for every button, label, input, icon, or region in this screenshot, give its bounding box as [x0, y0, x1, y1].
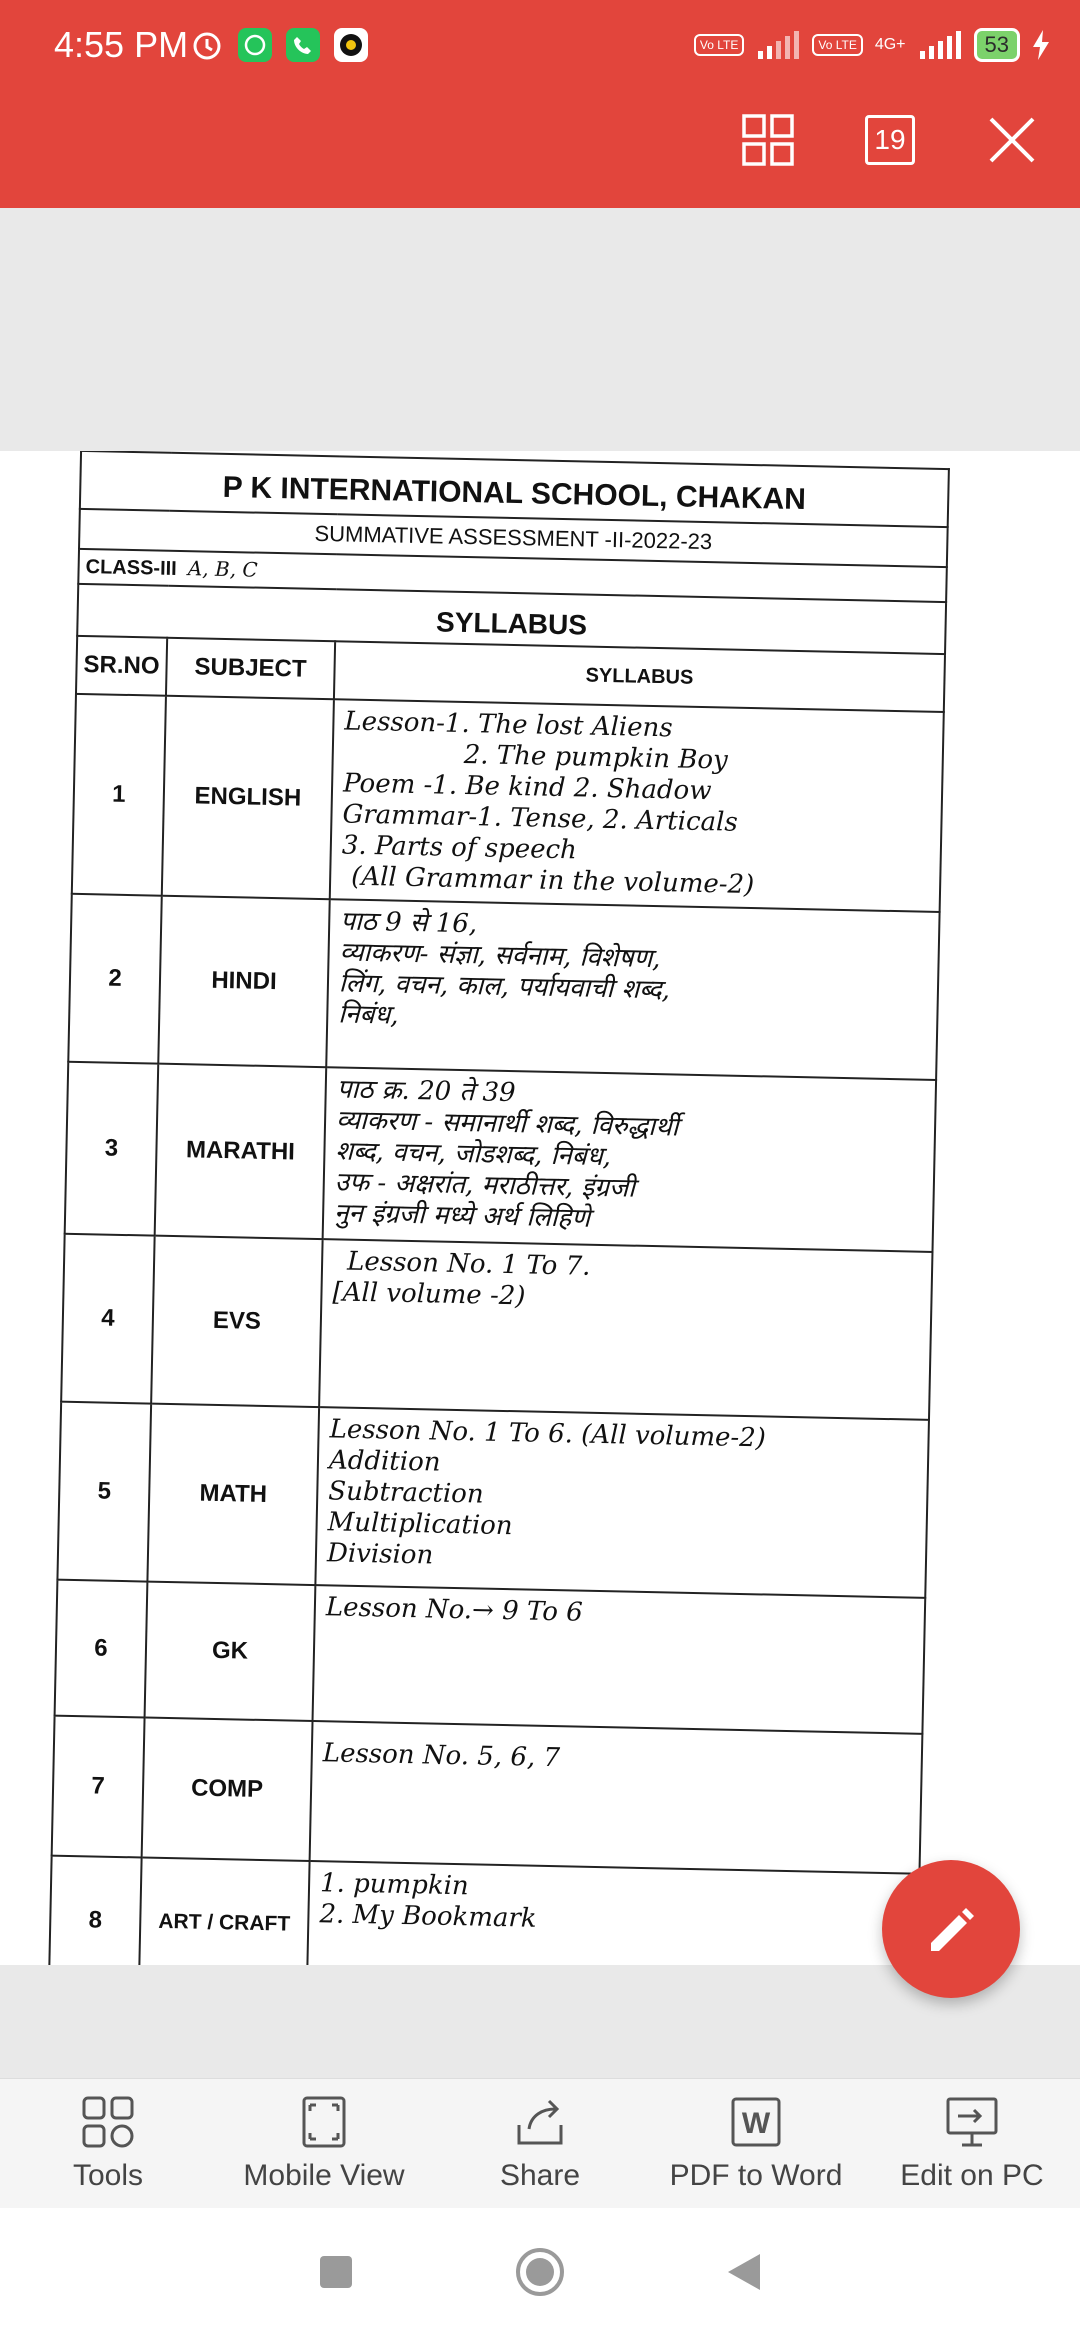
close-button[interactable]: [984, 112, 1040, 168]
pencil-icon: [921, 1899, 981, 1959]
syllabus-line: Lesson-1. The lost Aliens: [344, 706, 673, 744]
syllabus-line: नुन इंग्रजी मध्ये अर्थ लिहिणे: [333, 1198, 591, 1234]
row-number: 1: [72, 694, 166, 896]
row-syllabus: [323, 1067, 936, 1252]
row-subject: GK: [145, 1582, 316, 1721]
syllabus-line: [All volume -2): [332, 1277, 526, 1312]
system-nav-bar: [0, 2208, 1080, 2340]
syllabus-line: Lesson No. 1 To 6. (All volume-2): [329, 1414, 767, 1454]
syllabus-line: Lesson No. 1 To 7.: [346, 1246, 591, 1282]
header-syllabus: SYLLABUS: [334, 641, 945, 712]
grid-icon: [742, 114, 794, 166]
volte-badge: Vo LTE: [694, 34, 744, 56]
home-button[interactable]: [514, 2246, 566, 2303]
mobile-view-icon: [300, 2095, 348, 2149]
row-number: 7: [52, 1716, 145, 1858]
syllabus-line: 2. My Bookmark: [319, 1899, 537, 1934]
class-value: A, B, C: [187, 556, 259, 582]
tools-button[interactable]: [0, 2079, 216, 2208]
document-viewer[interactable]: [0, 451, 1080, 1965]
pdf-to-word-label: PDF to Word: [669, 2158, 843, 2192]
svg-text:W: W: [741, 2106, 771, 2140]
page-count: 19: [865, 115, 915, 165]
syllabus-line: पाठ 9 से 16,: [339, 906, 478, 940]
row-number: 5: [57, 1402, 151, 1582]
table-row: [61, 1234, 932, 1420]
syllabus-line: Division: [326, 1538, 434, 1571]
tools-label: Tools: [72, 2158, 144, 2192]
syllabus-line: Poem -1. Be kind 2. Shadow: [342, 768, 712, 807]
table-row: [49, 1856, 919, 1965]
row-syllabus: [319, 1239, 932, 1420]
row-number: 8: [49, 1856, 142, 1965]
syllabus-line: Subtraction: [328, 1476, 484, 1510]
class-label: CLASS-III: [85, 556, 177, 580]
table-row: [57, 1402, 929, 1598]
share-icon: [513, 2095, 567, 2149]
syllabus-line: पाठ क्र. 20 ते 39: [336, 1074, 516, 1109]
bottom-toolbar: [0, 2078, 1080, 2208]
assessment-title: SUMMATIVE ASSESSMENT -II-2022-23: [79, 509, 948, 567]
mobile-view-label: Mobile View: [243, 2158, 405, 2192]
syllabus-table: [48, 451, 950, 1965]
header-srno: SR.NO: [76, 636, 167, 696]
row-number: 2: [68, 894, 161, 1064]
phone-call-icon: [286, 28, 320, 62]
battery-indicator: 53: [974, 28, 1020, 62]
row-syllabus: [315, 1407, 929, 1598]
row-subject: MATH: [147, 1404, 319, 1585]
edit-on-pc-label: Edit on PC: [900, 2158, 1044, 2192]
whatsapp-icon: [238, 28, 272, 62]
row-number: 6: [55, 1580, 148, 1718]
status-time: 4:55 PM: [54, 24, 189, 65]
signal-icon-2: [918, 31, 962, 59]
status-right: [694, 28, 1050, 62]
pdf-to-word-button[interactable]: [648, 2079, 864, 2208]
row-subject: EVS: [151, 1236, 322, 1407]
syllabus-line: 3. Parts of speech: [341, 830, 578, 866]
row-subject: COMP: [142, 1718, 313, 1861]
share-button[interactable]: [432, 2079, 648, 2208]
syllabus-line: Addition: [328, 1445, 441, 1478]
recents-icon: [318, 2254, 354, 2290]
row-syllabus: [313, 1585, 926, 1734]
pdf-to-word-icon: [729, 2095, 783, 2149]
table-row: [55, 1580, 926, 1734]
recents-button[interactable]: [318, 2254, 354, 2295]
row-syllabus: [310, 1721, 923, 1874]
syllabus-line: निबंध,: [338, 999, 399, 1031]
alarm-icon: [190, 28, 224, 62]
edit-on-pc-icon: [944, 2095, 1000, 2149]
table-row: [68, 894, 939, 1080]
edit-fab-button[interactable]: [882, 1860, 1020, 1998]
row-number: 4: [61, 1234, 154, 1404]
top-bar: [0, 0, 1080, 208]
share-label: Share: [499, 2158, 581, 2192]
row-syllabus: [326, 899, 939, 1080]
syllabus-line: उफ - अक्षरांत, मराठीत्तर, इंग्रजी: [334, 1167, 636, 1204]
syllabus-heading: SYLLABUS: [77, 584, 946, 654]
charging-icon: [1032, 30, 1050, 60]
network-type: 4G+: [874, 36, 906, 53]
syllabus-line: व्याकरण- संज्ञा, सर्वनाम, विशेषण,: [339, 937, 661, 975]
syllabus-line: 2. The pumpkin Boy: [463, 739, 729, 776]
edit-on-pc-button[interactable]: [864, 2079, 1080, 2208]
volte-badge-2: Vo LTE: [812, 34, 862, 56]
syllabus-line: Multiplication: [327, 1507, 513, 1542]
syllabus-line: 1. pumpkin: [319, 1868, 469, 1902]
header-subject: SUBJECT: [166, 638, 335, 700]
close-icon: [987, 115, 1037, 165]
document-page: [49, 451, 950, 1958]
school-name: P K INTERNATIONAL SCHOOL, CHAKAN: [80, 451, 949, 527]
syllabus-line: शब्द, वचन, जोडशब्द, निबंध,: [335, 1136, 612, 1173]
table-row: [52, 1716, 923, 1874]
syllabus-line: Lesson No. 5, 6, 7: [322, 1738, 561, 1774]
back-button[interactable]: [726, 2252, 762, 2297]
syllabus-line: लिंग, वचन, काल, पर्यायवाची शब्द,: [338, 968, 671, 1006]
tools-icon: [81, 2095, 135, 2149]
mobile-view-button[interactable]: [216, 2079, 432, 2208]
back-icon: [726, 2252, 762, 2292]
table-row: [65, 1062, 936, 1252]
row-subject: ART / CRAFT: [139, 1857, 310, 1965]
syllabus-line: Lesson No.→ 9 To 6: [325, 1592, 584, 1628]
row-subject: MARATHI: [155, 1064, 327, 1239]
row-syllabus: [330, 699, 944, 912]
home-icon: [514, 2246, 566, 2298]
syllabus-line: व्याकरण - समानार्थी शब्द, विरुद्धार्थी: [335, 1105, 679, 1143]
row-subject: ENGLISH: [162, 696, 334, 899]
top-actions: [740, 112, 1040, 168]
syllabus-line: Grammar-1. Tense, 2. Articals: [342, 799, 739, 838]
notification-icons: [190, 28, 368, 62]
row-syllabus: [307, 1861, 920, 1965]
table-row: [72, 694, 944, 912]
row-subject: HINDI: [158, 896, 329, 1067]
row-number: 3: [65, 1062, 159, 1236]
syllabus-line: (All Grammar in the volume-2): [350, 861, 755, 901]
page-grid-button[interactable]: [740, 112, 796, 168]
signal-icon: [756, 31, 800, 59]
page-count-button[interactable]: [862, 112, 918, 168]
music-app-icon: [334, 28, 368, 62]
